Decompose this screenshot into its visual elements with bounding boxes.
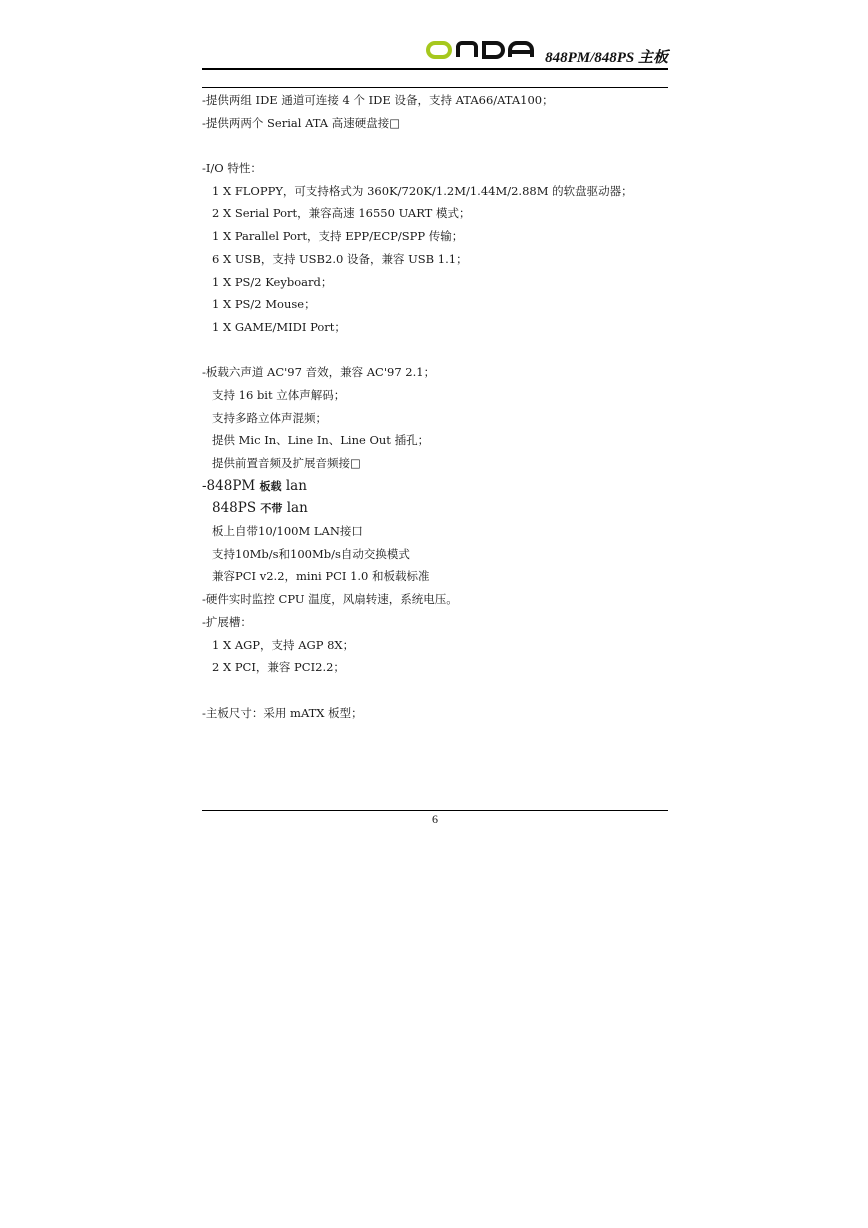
spec-line: 1 X Parallel Port，支持 EPP/ECP/SPP 传输；: [212, 229, 464, 244]
lan-model: -848PM: [202, 477, 256, 494]
spec-line: 提供 Mic In、Line In、Line Out 插孔；: [212, 433, 430, 448]
spec-list: [202, 89, 668, 724]
spec-line: 1 X FLOPPY，可支持格式为 360K/720K/1.2M/1.44M/2.88M 的软盘驱动器；: [212, 183, 633, 198]
blank-line: [202, 339, 668, 362]
page-header: [202, 36, 668, 70]
lan-line-848pm: [202, 475, 668, 498]
spec-line: -提供两组 IDE 通道可连接 4 个 IDE 设备，支持 ATA66/ATA100；: [202, 93, 554, 107]
header-rule-thin: [202, 87, 668, 88]
header-title: 848PM/848PS 主板: [545, 50, 668, 66]
footer-rule: [202, 810, 668, 811]
lan-without: 不带: [260, 502, 283, 516]
lan-onboard: 板载: [259, 479, 282, 493]
onda-logo: [426, 40, 538, 60]
spec-line: 1 X AGP，支持 AGP 8X；: [212, 637, 355, 652]
spec-heading: -硬件实时监控 CPU 温度，风扇转速，系统电压。: [202, 592, 458, 607]
spec-line: 1 X PS/2 Mouse；: [212, 297, 316, 312]
header-rule: [202, 68, 668, 70]
spec-line: 6 X USB，支持 USB2.0 设备，兼容 USB 1.1；: [212, 251, 468, 266]
spec-heading: -主板尺寸：采用 mATX 板型；: [202, 705, 363, 720]
spec-heading: -I/O 特性：: [202, 161, 262, 176]
spec-line: 支持多路立体声混频；: [212, 410, 327, 425]
spec-line: 板上自带10/100M LAN接口: [212, 524, 363, 539]
lan-word: lan: [286, 500, 308, 517]
spec-line: 1 X GAME/MIDI Port；: [212, 319, 346, 334]
spec-line: 兼容PCI v2.2，mini PCI 1.0 和板载标准: [212, 569, 430, 584]
spec-line: 支持 16 bit 立体声解码；: [212, 387, 346, 402]
spec-line: 2 X PCI，兼容 PCI2.2；: [212, 660, 345, 675]
spec-line: 支持10Mb/s和100Mb/s自动交换模式: [212, 546, 410, 561]
spec-heading: -扩展槽：: [202, 614, 252, 629]
lan-model: 848PS: [212, 500, 257, 517]
spec-heading: -板载六声道 AC'97 音效，兼容 AC'97 2.1；: [202, 365, 436, 380]
spec-line: 1 X PS/2 Keyboard；: [212, 274, 333, 289]
lan-word: lan: [285, 477, 307, 494]
spec-line: -提供两两个 Serial ATA 高速硬盘接□: [202, 115, 401, 130]
spec-line: 2 X Serial Port，兼容高速 16550 UART 模式；: [212, 206, 471, 221]
page-number: 6: [432, 812, 438, 826]
spec-line: 提供前置音频及扩展音频接□: [212, 456, 361, 470]
lan-line-848ps: [202, 497, 668, 520]
blank-line: [202, 134, 668, 157]
blank-line: [202, 679, 668, 702]
